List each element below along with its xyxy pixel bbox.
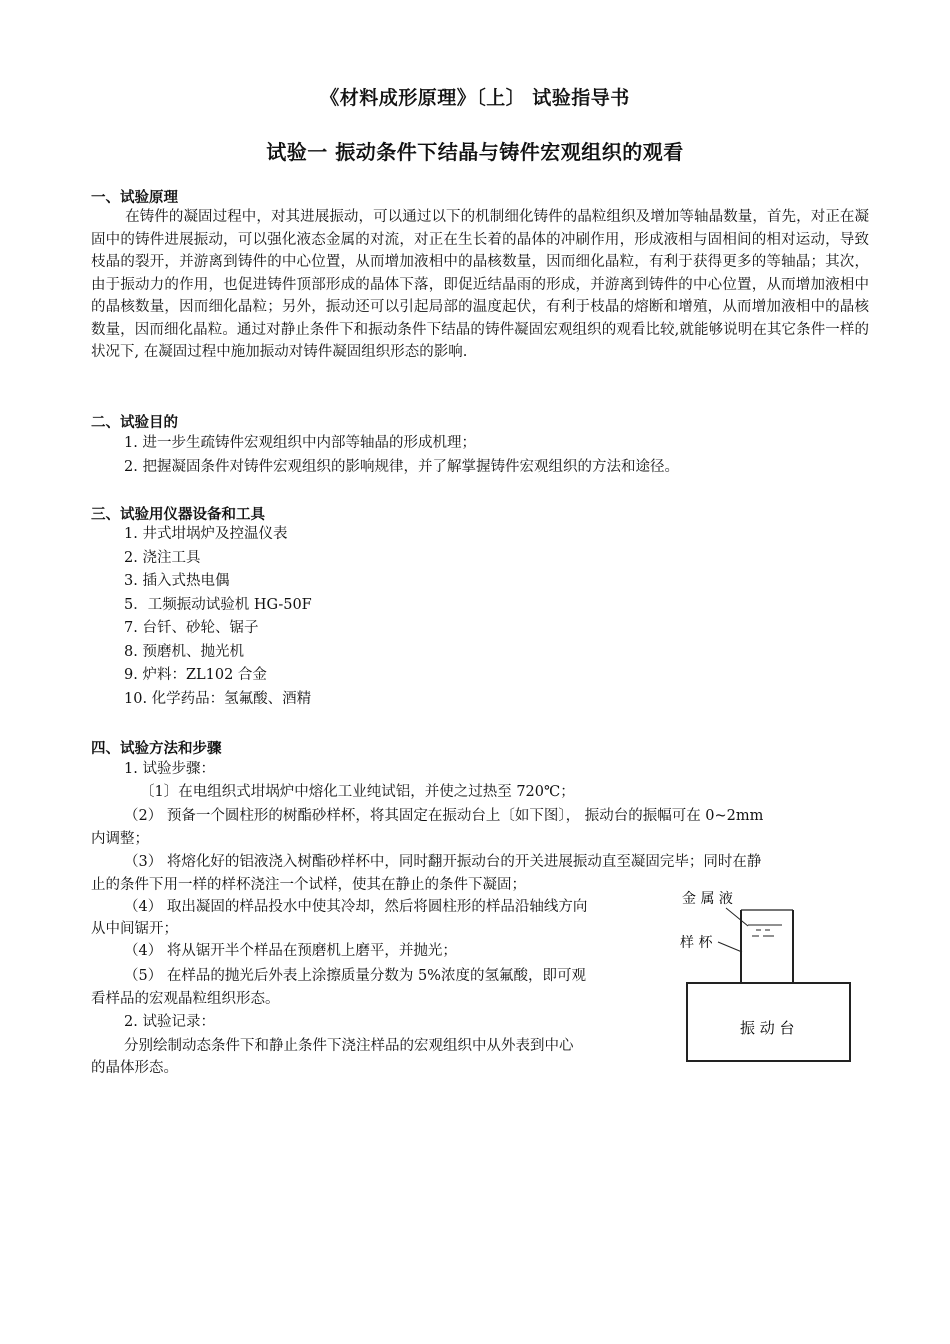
list-item: 3. 插入式热电偶 xyxy=(124,573,230,589)
step-label: 1. 试验步骤： xyxy=(124,761,215,777)
step-4-line-1: （4） 取出凝固的样品投水中使其冷却，然后将圆柱形的样品沿轴线方向 xyxy=(124,899,588,915)
pointer-line-liquid xyxy=(726,908,748,926)
label-vibration-table: 振 动 台 xyxy=(740,1019,795,1037)
label-molten-metal: 金 属 液 xyxy=(682,891,733,907)
list-item: 9. 炉料：ZL102 合金 xyxy=(124,667,267,683)
record-line-1: 分别绘制动态条件下和静止条件下浇注样品的宏观组织中从外表到中心 xyxy=(124,1038,574,1054)
list-item: 2. 浇注工具 xyxy=(124,549,201,566)
step-5: （4） 将从锯开半个样品在预磨机上磨平，并抛光； xyxy=(124,943,457,959)
pointer-line-cup xyxy=(718,942,742,952)
list-item: 1. 井式坩埚炉及控温仪表 xyxy=(124,526,288,542)
step-3-line-2: 止的条件下用一样的样杯浇注一个试样，使其在静止的条件下凝固； xyxy=(91,877,526,893)
section-heading-principle: 一、试验原理 xyxy=(91,190,178,206)
record-label: 2. 试验记录： xyxy=(124,1014,215,1030)
step-6-line-2: 看样品的宏观晶粒组织形态。 xyxy=(91,991,280,1007)
section-heading-method: 四、试验方法和步骤 xyxy=(91,741,222,757)
principle-text: 在铸件的凝固过程中，对其进展振动，可以通过以下的机制细化铸件的晶粒组织及增加等轴晶数量，首先，对正在凝固中的铸件进展振动，可以强化液态金属的对流，对正在生长着的晶体的冲刷作用，形成液相与固相间的相对运动，导致枝晶的裂开，并游离到铸件的中心位置，从而增加液相中的晶核数量，因而细化晶粒，有利于获得更多的等轴晶；其次，由于振动力的作用，也促进铸件顶部形成的晶体下落，即促近结晶雨的形成，并游离到铸件的中心位置，从而增加液相中的晶核数量，因而细化晶粒；另外，振动还可以引起局部的温度起伏，有利于枝晶的熔断和增殖，从而增加液相中的晶核数量，因而细化晶粒。通过对静止条件下和振动条件下结晶的铸件凝固宏观组织的观看比较,就能够说明在其它条件一样的状况下, 在凝固过程中施加振动对铸件凝固组织形态的影响. xyxy=(91,209,869,360)
list-item: 10. 化学药品：氢氟酸、酒精 xyxy=(124,690,312,707)
experiment-title: 试验一 振动条件下结晶与铸件宏观组织的观看 xyxy=(266,140,684,164)
list-item: 5．工频振动试验机 HG-50F xyxy=(124,596,312,613)
section-heading-purpose: 二、试验目的 xyxy=(91,415,178,431)
vibration-table-diagram xyxy=(670,880,870,1070)
step-4-line-2: 从中间锯开； xyxy=(91,921,178,937)
purpose-list xyxy=(124,432,679,479)
list-item: 8. 预磨机、抛光机 xyxy=(124,643,244,660)
equipment-list xyxy=(124,523,312,711)
step-1: 〔1〕在电组织式坩埚炉中熔化工业纯试铝，并使之过热至 720℃； xyxy=(140,784,575,800)
principle-paragraph xyxy=(91,206,869,364)
list-item: 1. 进一步生疏铸件宏观组织中内部等轴晶的形成机理； xyxy=(124,435,476,451)
document-title: 《材料成形原理》〔上〕 试验指导书 xyxy=(320,87,630,109)
section-heading-equipment: 三、试验用仪器设备和工具 xyxy=(91,507,265,523)
step-6-line-1: （5） 在样品的抛光后外表上涂擦质量分数为 5%浓度的氢氟酸，即可观 xyxy=(124,968,586,984)
list-item: 2. 把握凝固条件对铸件宏观组织的影响规律，并了解掌握铸件宏观组织的方法和途径。 xyxy=(124,458,679,475)
list-item: 7. 台钎、砂轮、锯子 xyxy=(124,620,259,636)
record-line-2: 的晶体形态。 xyxy=(91,1060,178,1076)
step-2-line-1: （2） 预备一个圆柱形的树酯砂样杯，将其固定在振动台上〔如下图〕， 振动台的振幅可在 0~2mm xyxy=(124,808,764,824)
step-3-line-1: （3） 将熔化好的铝液浇入树酯砂样杯中，同时翻开振动台的开关进展振动直至凝固完毕；同时在静 xyxy=(124,854,762,870)
label-sample-cup: 样 杯 xyxy=(680,935,713,951)
step-2-line-2: 内调整； xyxy=(91,831,149,847)
